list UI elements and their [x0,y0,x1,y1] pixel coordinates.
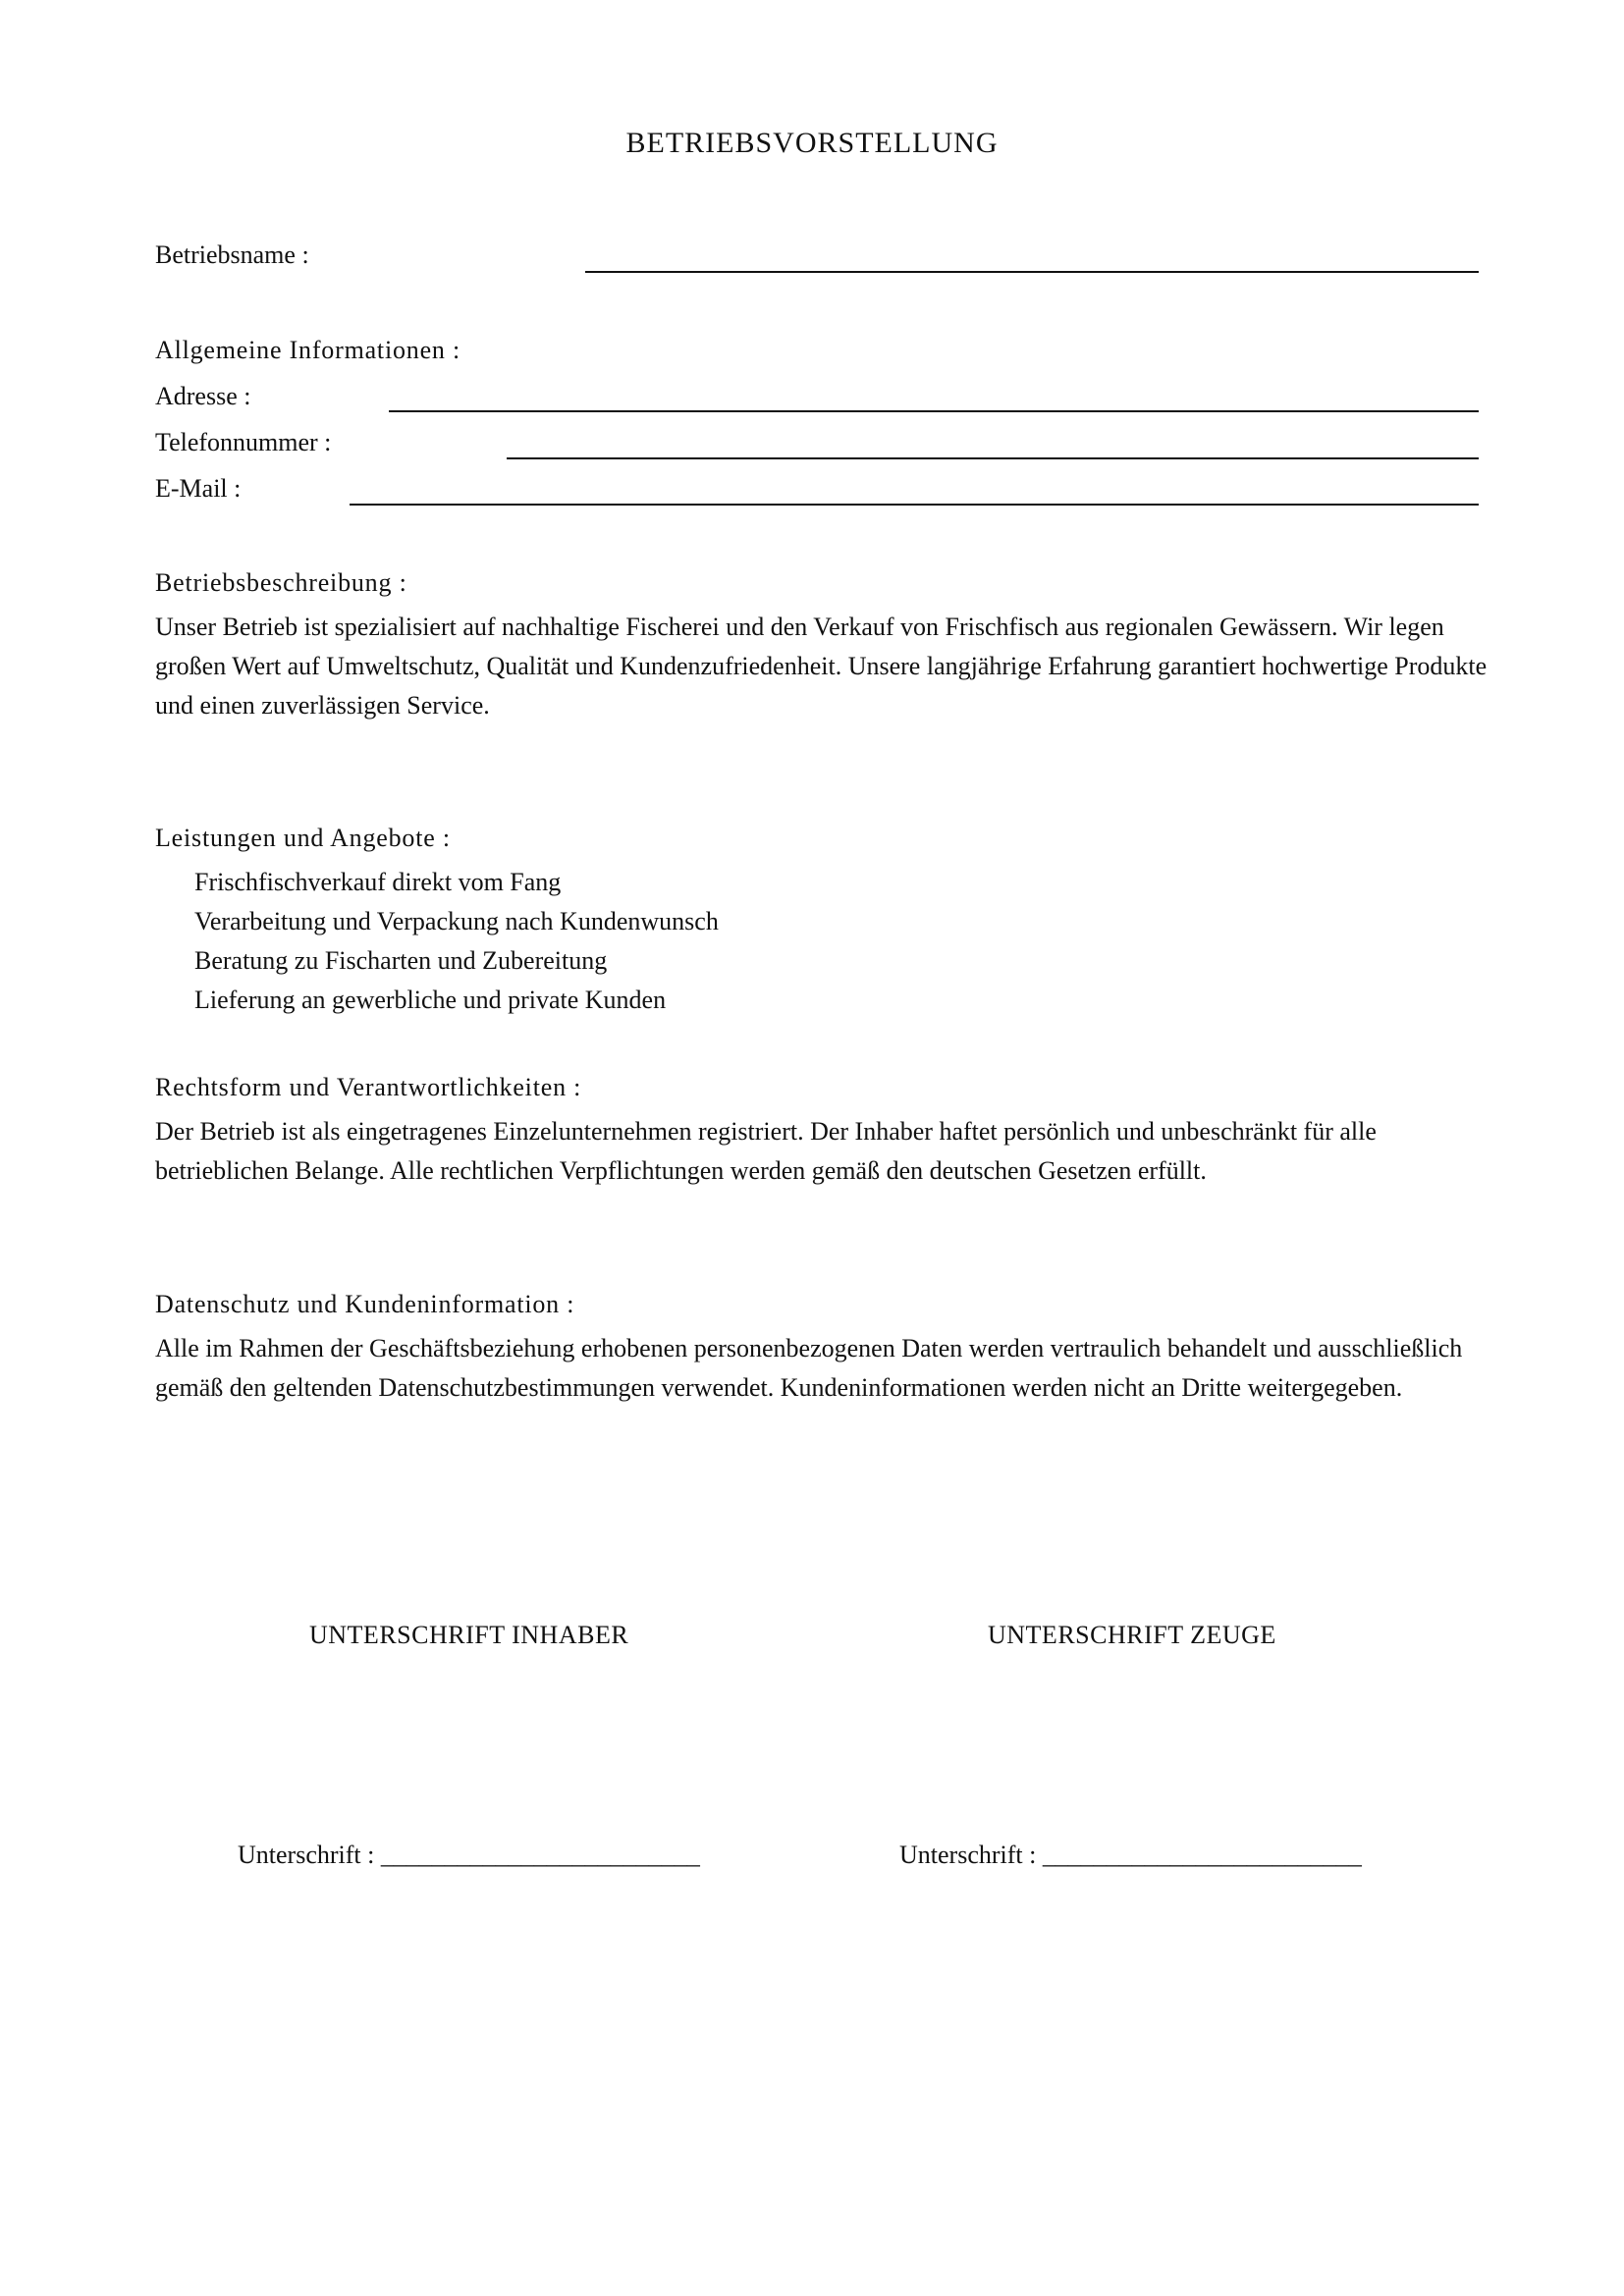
services-list-item: Frischfischverkauf direkt vom Fang [194,868,562,896]
business-name-underline [585,271,1479,273]
privacy-heading: Datenschutz und Kundeninformation : [155,1290,575,1318]
privacy-text: Alle im Rahmen der Geschäftsbeziehung erhobenen personenbezogenen Daten werden vertraulich behandelt und ausschließlich gemäß den geltenden Datenschutzbestimmungen verwendet. Kundeninformationen werden nicht an Dritte weitergegeben. [155,1334,1463,1402]
services-heading: Leistungen und Angebote : [155,824,451,852]
services-list-item: Lieferung an gewerbliche und private Kunden [194,986,667,1014]
services-list-item: Beratung zu Fischarten und Zubereitung [194,946,608,975]
email-underline [350,504,1479,506]
description-heading: Betriebsbeschreibung : [155,568,407,597]
services-list [194,863,719,1020]
legal-text: Der Betrieb ist als eingetragenes Einzelunternehmen registriert. Der Inhaber haftet persönlich und unbeschränkt für alle betrieblichen Belange. Alle rechtlichen Verpflichtungen werden gemäß den deutschen Gesetzen erfüllt. [155,1117,1377,1185]
general-info-heading: Allgemeine Informationen : [155,336,461,364]
services-list-item: Verarbeitung und Verpackung nach Kundenwunsch [194,907,719,935]
business-name-label: Betriebsname : [155,240,309,269]
document-title: BETRIEBSVORSTELLUNG [625,127,999,159]
address-underline [389,410,1479,412]
phone-underline [507,457,1479,459]
email-label: E-Mail : [155,474,242,503]
witness-signature-field[interactable]: Unterschrift : _________________________ [899,1841,1362,1869]
phone-label: Telefonnummer : [155,428,332,456]
address-label: Adresse : [155,382,251,410]
description-text: Unser Betrieb ist spezialisiert auf nachhaltige Fischerei und den Verkauf von Frischfisch aus regionalen Gewässern. Wir legen großen Wert auf Umweltschutz, Qualität und Kundenzufriedenheit. Unsere langjährige Erfahrung garantiert hochwertige Produkte und einen zuverlässigen Service. [155,613,1488,720]
legal-heading: Rechtsform und Verantwortlichkeiten : [155,1073,582,1101]
witness-signature-heading: UNTERSCHRIFT ZEUGE [988,1621,1276,1649]
owner-signature-field[interactable]: Unterschrift : _________________________ [238,1841,700,1869]
owner-signature-heading: UNTERSCHRIFT INHABER [309,1621,629,1649]
